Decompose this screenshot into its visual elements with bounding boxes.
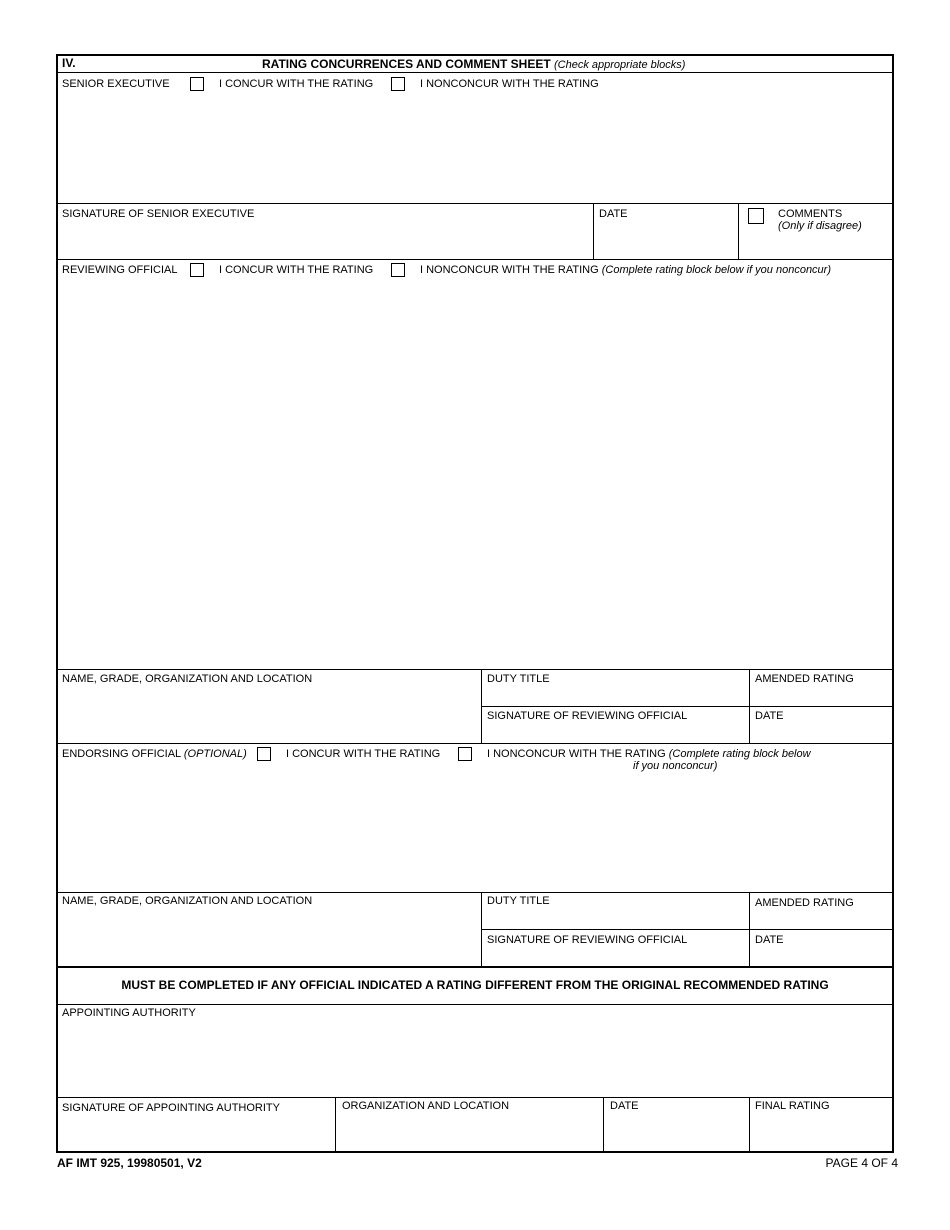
endorsing-amended-rating-label: AMENDED RATING [755, 897, 854, 909]
reviewing-signature-label: SIGNATURE OF REVIEWING OFFICIAL [487, 710, 688, 722]
endorsing-concur-label: I CONCUR WITH THE RATING [286, 748, 441, 760]
rule [749, 892, 750, 966]
reviewing-concur-label: I CONCUR WITH THE RATING [219, 264, 374, 276]
endorsing-nonconcur-text: I NONCONCUR WITH THE RATING [487, 748, 666, 760]
senior-comments-note: (Only if disagree) [778, 220, 862, 232]
reviewing-nonconcur-checkbox[interactable] [391, 263, 405, 277]
appointing-signature-label: SIGNATURE OF APPOINTING AUTHORITY [62, 1102, 280, 1114]
endorsing-nonconcur-checkbox[interactable] [458, 747, 472, 761]
rule [749, 669, 750, 743]
endorsing-amended-rating-field[interactable] [751, 911, 892, 928]
endorsing-official-text: ENDORSING OFFICIAL [62, 748, 181, 760]
reviewing-nonconcur-note: (Complete rating block below if you nonconcur) [601, 264, 831, 276]
senior-date-label: DATE [599, 208, 628, 220]
endorsing-date-field[interactable] [751, 947, 892, 965]
senior-signature-label: SIGNATURE OF SENIOR EXECUTIVE [62, 208, 255, 220]
endorsing-name-label: NAME, GRADE, ORGANIZATION AND LOCATION [62, 895, 313, 907]
section-number: IV. [62, 56, 76, 70]
endorsing-optional: (OPTIONAL) [183, 748, 247, 760]
senior-comments-checkbox[interactable] [748, 208, 764, 224]
rule [593, 203, 594, 259]
senior-nonconcur-label: I NONCONCUR WITH THE RATING [420, 78, 599, 90]
rule [56, 1004, 894, 1005]
rule [749, 1097, 750, 1153]
endorsing-duty-title-field[interactable] [483, 910, 748, 928]
endorsing-signature-label: SIGNATURE OF REVIEWING OFFICIAL [487, 934, 688, 946]
rule [56, 203, 894, 204]
endorsing-concur-checkbox[interactable] [257, 747, 271, 761]
appointing-authority-area[interactable] [58, 1021, 892, 1096]
endorsing-nonconcur-note: (Complete rating block below [668, 748, 811, 760]
reviewing-nonconcur-label [420, 264, 831, 277]
reviewing-duty-title-label: DUTY TITLE [487, 673, 550, 685]
endorsing-comment-area[interactable] [58, 776, 892, 891]
reviewing-nonconcur-text: I NONCONCUR WITH THE RATING [420, 264, 599, 276]
senior-concur-checkbox[interactable] [190, 77, 204, 91]
reviewing-official-label: REVIEWING OFFICIAL [62, 264, 178, 276]
senior-comment-area[interactable] [58, 94, 892, 202]
endorsing-name-field[interactable] [58, 910, 480, 965]
rule [56, 966, 894, 968]
appointing-authority-label: APPOINTING AUTHORITY [62, 1007, 196, 1019]
section-title [262, 58, 685, 72]
senior-concur-label: I CONCUR WITH THE RATING [219, 78, 374, 90]
senior-executive-label: SENIOR EXECUTIVE [62, 78, 170, 90]
senior-nonconcur-checkbox[interactable] [391, 77, 405, 91]
endorsing-signature-field[interactable] [483, 947, 748, 965]
senior-comments-label: COMMENTS [778, 208, 843, 220]
rule [481, 669, 482, 743]
rule [481, 706, 894, 707]
reviewing-amended-rating-field[interactable] [751, 687, 892, 705]
appointing-date-label: DATE [610, 1100, 639, 1112]
reviewing-amended-rating-label: AMENDED RATING [755, 673, 854, 685]
reviewing-name-label: NAME, GRADE, ORGANIZATION AND LOCATION [62, 673, 313, 685]
reviewing-concur-checkbox[interactable] [190, 263, 204, 277]
appointing-org-label: ORGANIZATION AND LOCATION [342, 1100, 510, 1112]
rule [738, 203, 739, 259]
reviewing-signature-field[interactable] [483, 724, 748, 742]
appointing-date-field[interactable] [605, 1114, 748, 1151]
section-instruction: (Check appropriate blocks) [554, 59, 686, 71]
reviewing-duty-title-field[interactable] [483, 687, 748, 705]
endorsing-duty-title-label: DUTY TITLE [487, 895, 550, 907]
rule [56, 1097, 894, 1098]
endorsing-date-label: DATE [755, 934, 784, 946]
final-rating-label: FINAL RATING [755, 1100, 830, 1112]
rule [481, 929, 894, 930]
reviewing-date-label: DATE [755, 710, 784, 722]
notice-text: MUST BE COMPLETED IF ANY OFFICIAL INDICATED A RATING DIFFERENT FROM THE ORIGINAL RECOMMENDED RATING [121, 978, 829, 992]
reviewing-comment-area[interactable] [58, 280, 892, 668]
appointing-signature-field[interactable] [58, 1116, 334, 1151]
rule [56, 743, 894, 744]
appointing-org-field[interactable] [337, 1114, 602, 1151]
rule [56, 892, 894, 893]
page-number: PAGE 4 OF 4 [825, 1156, 898, 1170]
endorsing-official-label [62, 748, 247, 761]
reviewing-name-field[interactable] [58, 687, 480, 742]
senior-signature-field[interactable] [58, 222, 592, 258]
final-rating-field[interactable] [751, 1114, 892, 1151]
rule [56, 259, 894, 260]
rule [603, 1097, 604, 1153]
reviewing-date-field[interactable] [751, 724, 892, 742]
section-title-text: RATING CONCURRENCES AND COMMENT SHEET [262, 57, 551, 71]
rule [56, 72, 894, 73]
rule [335, 1097, 336, 1153]
rule [481, 892, 482, 966]
endorsing-nonconcur-note-2: if you nonconcur) [633, 760, 718, 772]
rule [56, 669, 894, 670]
form-id: AF IMT 925, 19980501, V2 [57, 1156, 202, 1170]
senior-date-field[interactable] [595, 222, 737, 258]
